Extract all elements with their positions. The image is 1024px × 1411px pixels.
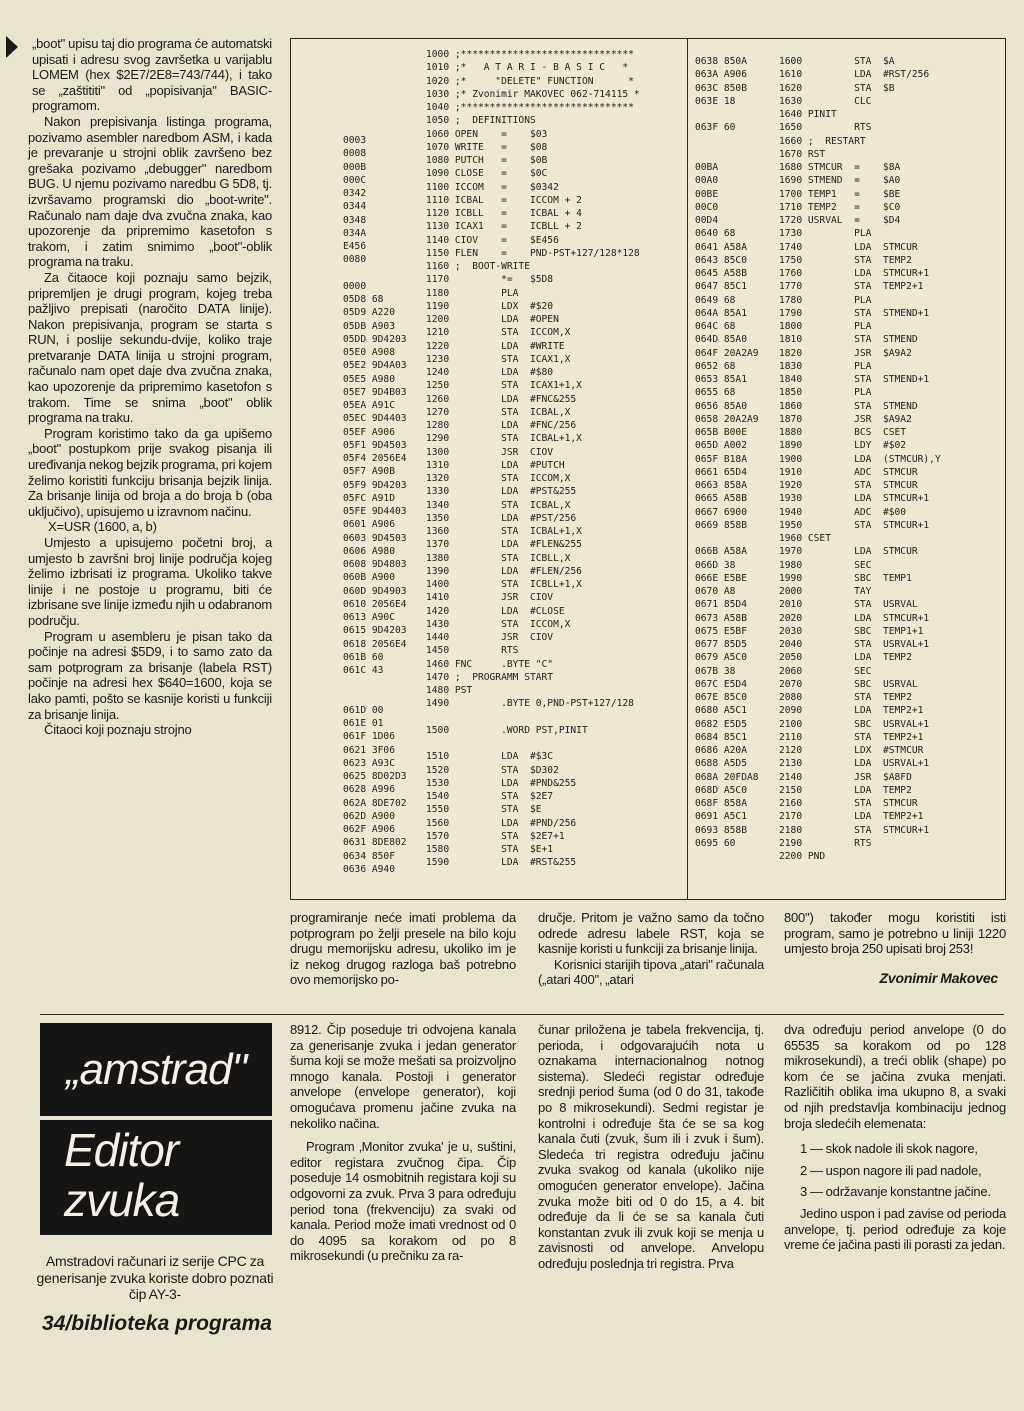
left-paragraph-1: „boot" upisu taj dio programa će automatski upisati i adresu svog završetka u varijablu LOMEM (hex $2E7/2E8=743/744), i tako se „zaštititi" od „popisivanja" BASIC-programom. bbox=[32, 36, 272, 114]
a2-c2-paragraph-2: Program ‚Monitor zvuka' je u, suštini, editor registara zvučnog čipa. Čip poseduje 14 osmobitnih registara koji su odgovorni za zvuk. Prva 3 para određuju period tona (frekvenciju) za svaki od kanala. Period može imati vrednost od 0 do 4095 sa korakom od po 8 mikrosekundi (u prečniku za ra- bbox=[290, 1139, 516, 1264]
article-divider bbox=[40, 1014, 1004, 1015]
intro-paragraph: Amstradovi računari iz serije CPC za generisanje zvuka koriste dobro poznati čip AY-3- bbox=[36, 1253, 274, 1302]
left-paragraph-3: Za čitaoce koji poznaju samo bejzik, pripremljen je drugi program, kojeg treba pažljivo prepisati (naročito DATA linije). Nakon prepisivanja, program se starta s RUN, i poslije sekundu-dvije, koliko traje pretvaranje DATA linija u strojni program, računalo nam opet daje dva zvučna znaka, kao upozorenje da pripremimo kasetofon s trakom. Time se snima „boot" oblik programa na traku. bbox=[28, 269, 272, 426]
continuation-arrow-icon bbox=[6, 36, 18, 58]
left-paragraph-6: Program u asembleru je pisan tako da počinje na adresi $5D9, i to samo zato da sam potprogram za brisanje (labela RST) počinje na adresi hex $640=1600, koja se lako pamti, pošto se kasnije koristi u funkciji za brisanje linija. bbox=[28, 628, 272, 722]
usr-formula: X=USR (1600, a, b) bbox=[48, 519, 157, 535]
left-paragraph-5: Umjesto a upisujemo početni broj, a umjesto b završni broj linije područja kojeg želimo izbrisati iz programa. Ukoliko takve linije i ne postoje u programu, biti će izbrisane sve linije između njih u odabranom području. bbox=[28, 535, 272, 628]
amstrad-banner: „amstrad" bbox=[40, 1023, 272, 1116]
listing-source-left: 1000 ;****************************** 1010 ;* A T A R I - B A S I C * 1020 ;* "DELETE" FUNCTION * 1030 ;* Zvonimir MAKOVEC 062-714115 * 1040 ;****************************** 1050 ; DEFINITIONS 1060 OPEN = $03 1070 WRITE = $08 1080 PUTCH = $0B 1090 CLOSE = $0C 1100 ICCOM = $0342 1110 ICBAL = ICCOM + 2 1120 ICBLL = ICBAL + 4 1130 ICAX1 = ICBLL + 2 1140 CIOV = $E456 1150 FLEN = PND-PST+127/128*128 1160 ; BOOT-WRITE 1170 *= $5D8 1180 PLA 1190 LDX #$20 1200 LDA #OPEN 1210 STA ICCOM,X 1220 LDA #WRITE 1230 STA ICAX1,X 1240 LDA #$80 1250 STA ICAX1+1,X 1260 LDA #FNC&255 1270 STA ICBAL,X 1280 LDA #FNC/256 1290 STA ICBAL+1,X 1300 JSR CIOV 1310 LDA #PUTCH 1320 STA ICCOM,X 1330 LDA #PST&255 1340 STA ICBAL,X 1350 LDA #PST/256 1360 STA ICBAL+1,X 1370 LDA #FLEN&255 1380 STA ICBLL,X 1390 LDA #FLEN/256 1400 STA ICBLL+1,X 1410 JSR CIOV 1420 LDA #CLOSE 1430 STA ICCOM,X 1440 JSR CIOV 1450 RTS 1460 FNC .BYTE "C" 1470 ; PROGRAMM START 1480 PST 1490 .BYTE 0,PND-PST+127/128 1500 .WORD PST,PINIT 1510 LDA #$3C 1520 STA $D302 1530 LDA #PND&255 1540 STA $2E7 1550 STA $E 1560 LDA #PND/256 1570 STA $2E7+1 1580 STA $E+1 1590 LDA #RST&255 bbox=[426, 49, 640, 869]
listing-divider bbox=[687, 39, 688, 899]
banner-editor-word: Editor bbox=[64, 1124, 179, 1176]
article2-column-4 bbox=[784, 1022, 1006, 1253]
page-footer: 34/biblioteka programa bbox=[42, 1312, 272, 1335]
upper-paragraph-3: dručje. Pritom je važno samo da točno odrede adresu labele RST, koja se kasnije koristi u funkciji za brisanje linija. bbox=[538, 910, 764, 957]
left-paragraph-4: Program koristimo tako da ga upišemo „boot" postupkom prije svakog pisanja ili uređivanja nekog bejzik programa, pri kojem želimo koristiti funkciju brisanja bejzik linija. Za brisanje linija od broja a do broja b (oba uključivo), upisujemo u izravnom načinu. bbox=[28, 425, 272, 519]
list-item-2: 2 — uspon nagore ili pad nadole, bbox=[800, 1162, 982, 1178]
article2-column-3 bbox=[538, 1022, 764, 1272]
listing-addresses-left: 0003 0008 000B 000C 0342 0344 0348 034A E456 0080 0000 05D8 68 05D9 A220 05DB A903 05DD 9D4203 05E0 A908 05E2 9D4A03 05E5 A980 05E7 9D4B03 05EA A91C 05EC 9D4403 05EF A906 05F1 9D4503 05F4 2056E4 05F7 A90B 05F9 9D4203 05FC A91D 05FE 9D4403 0601 A906 0603 9D4503 0606 A980 0608 9D4803 060B A900 060D 9D4903 0610 2056E4 0613 A90C 0615 9D4203 0618 2056E4 061B 60 061C 43 061D 00 061E 01 061F 1D06 0621 3F06 0623 A93C 0625 8D02D3 0628 A996 062A 8DE702 062D A900 062F A906 0631 8DE802 0634 850F 0636 A940 bbox=[343, 135, 407, 875]
article2-intro bbox=[32, 1253, 278, 1303]
left-paragraph-2: Nakon prepisivanja listinga programa, pozivamo asembler naredbom ASM, i kada je prevaranje u strojni oblik završeno bez grešaka pozivamo „debugger" naredbom BUG. U njemu pozivamo naredbu G 5D8, tj. izvršavamo programski dio „boot-write". Računalo nam daje dva zvučna znaka, kao upozorenje da pripremimo kasetofon s trakom, i zatim snimimo „boot"-oblik programa na traku. bbox=[28, 113, 272, 270]
listing-addresses-right: 0638 850A 063A A906 063C 850B 063E 18 063F 60 00BA 00A0 00BE 00C0 00D4 0640 68 0641 A58A 0643 85C0 0645 A58B 0647 85C1 0649 68 064A 85A1 064C 68 064D 85A0 064F 20A2A9 0652 68 0653 85A1 0655 68 0656 85A0 0658 20A2A9 065B B00E 065D A002 065F B18A 0661 65D4 0663 858A 0665 A58B 0667 6900 0669 858B 066B A58A 066D 38 066E E5BE 0670 A8 0671 85D4 0673 A58B 0675 E5BF 0677 85D5 0679 A5C0 067B 38 067C E5D4 067E 85C0 0680 A5C1 0682 E5D5 0684 85C1 0686 A20A 0688 A5D5 068A 20FDA8 068D A5C0 068F 858A 0691 A5C1 0693 858B 0695 60 bbox=[695, 56, 759, 849]
list-item-1: 1 — skok nadole ili skok nagore, bbox=[800, 1141, 978, 1157]
upper-paragraph-3b: Korisnici starijih tipova „atari" računala („atari 400", „atari bbox=[538, 956, 764, 988]
article2-column-2 bbox=[290, 1022, 516, 1264]
left-text-column bbox=[28, 36, 272, 738]
upper-paragraph-4: 800") također mogu koristiti isti program, samo je potrebno u liniji 1220 umjesto broja 250 upisati broj 253! bbox=[784, 910, 1006, 957]
listing-source-right: 1600 STA $A 1610 LDA #RST/256 1620 STA $B 1630 CLC 1640 PINIT 1650 RTS 1660 ; RESTART 1670 RST 1680 STMCUR = $8A 1690 STMEND = $A0 1700 TEMP1 = $BE 1710 TEMP2 = $C0 1720 USRVAL = $D4 1730 PLA 1740 LDA STMCUR 1750 STA TEMP2 1760 LDA STMCUR+1 1770 STA TEMP2+1 1780 PLA 1790 STA STMEND+1 1800 PLA 1810 STA STMEND 1820 JSR $A9A2 1830 PLA 1840 STA STMEND+1 1850 PLA 1860 STA STMEND 1870 JSR $A9A2 1880 BCS CSET 1890 LDY #$02 1900 LDA (STMCUR),Y 1910 ADC STMCUR 1920 STA STMCUR 1930 LDA STMCUR+1 1940 ADC #$00 1950 STA STMCUR+1 1960 CSET 1970 LDA STMCUR 1980 SEC 1990 SBC TEMP1 2000 TAY 2010 STA USRVAL 2020 LDA STMCUR+1 2030 SBC TEMP1+1 2040 STA USRVAL+1 2050 LDA TEMP2 2060 SEC 2070 SBC USRVAL 2080 STA TEMP2 2090 LDA TEMP2+1 2100 SBC USRVAL+1 2110 STA TEMP2+1 2120 LDX #STMCUR 2130 LDA USRVAL+1 2140 JSR $A8FD 2150 LDA TEMP2 2160 STA STMCUR 2170 LDA TEMP2+1 2180 STA STMCUR+1 2190 RTS 2200 PND bbox=[779, 56, 941, 862]
banner-zvuka-word: zvuka bbox=[64, 1174, 180, 1226]
a2-c4-paragraph-1: dva određuju period anvelope (0 do 65535 sa korakom od po 128 mikrosekundi), a treći oblik (shape) po kom će se jačina zvuka menjati. Različitih oblika ima ukupno 8, a svaki od njih predstavlja kombinaciju jednog broja sledećih elemenata: bbox=[784, 1022, 1006, 1131]
a2-c4-paragraph-2: Jedino uspon i pad zavise od perioda anvelope, tj. period određuje za koje vreme će jačina pasti ili porasti za jedan. bbox=[784, 1205, 1006, 1253]
list-item-3: 3 — održavanje konstantne jačine. bbox=[800, 1184, 991, 1200]
a2-c3-paragraph-1: čunar priložena je tabela frekvencija, tj. perioda, i odgovarajućih nota u oznakama internacionalnog notnog sistema). Sledeći registar određuje srednji period šuma (od 0 do 31, takođe po 8 mikrosekundi). Sedmi registar je kontrolni i određuje šta će se sa kog kanala čuti (zvuk, šum ili i zvuk i šum). Sledeća tri registra određuju jačinu zvuka svakog od kanala (ukoliko nije omogućen generator envelope). Jačina zvuka može biti od 0 do 15, a 4. bit određuje da li će se sa kanala čuti konstantan zvuk ili zvuk koji se menja u zavisnosti od anvelope. Anvelopu određuju poslednja tri registra. Prva bbox=[538, 1022, 764, 1271]
upper-text-column-3 bbox=[538, 910, 764, 988]
author-signature: Zvonimir Makovec bbox=[879, 969, 998, 986]
a2-c2-paragraph-1: 8912. Čip poseduje tri odvojena kanala za generisanje zvuka i jedan generator šuma koji se može mešati sa proizvoljno mnogo kanala. Postoji i generator anvelope (envelope generator), koji omogućava promenu jačine zvuka na nekoliko načina. bbox=[290, 1022, 516, 1131]
left-paragraph-7: Čitaoci koji poznaju strojno bbox=[44, 722, 192, 738]
upper-text-column-4 bbox=[784, 910, 1006, 986]
upper-paragraph-2: programiranje neće imati problema da potprogram po želji presele na bilo koju drugu memorijsku adresu, ukoliko im je iz nekog drugog razloga baš potrebno ovo memorijsko po- bbox=[290, 910, 516, 988]
assembler-listing bbox=[290, 38, 1006, 900]
upper-text-column-2 bbox=[290, 910, 516, 988]
editor-zvuka-banner bbox=[40, 1120, 272, 1235]
